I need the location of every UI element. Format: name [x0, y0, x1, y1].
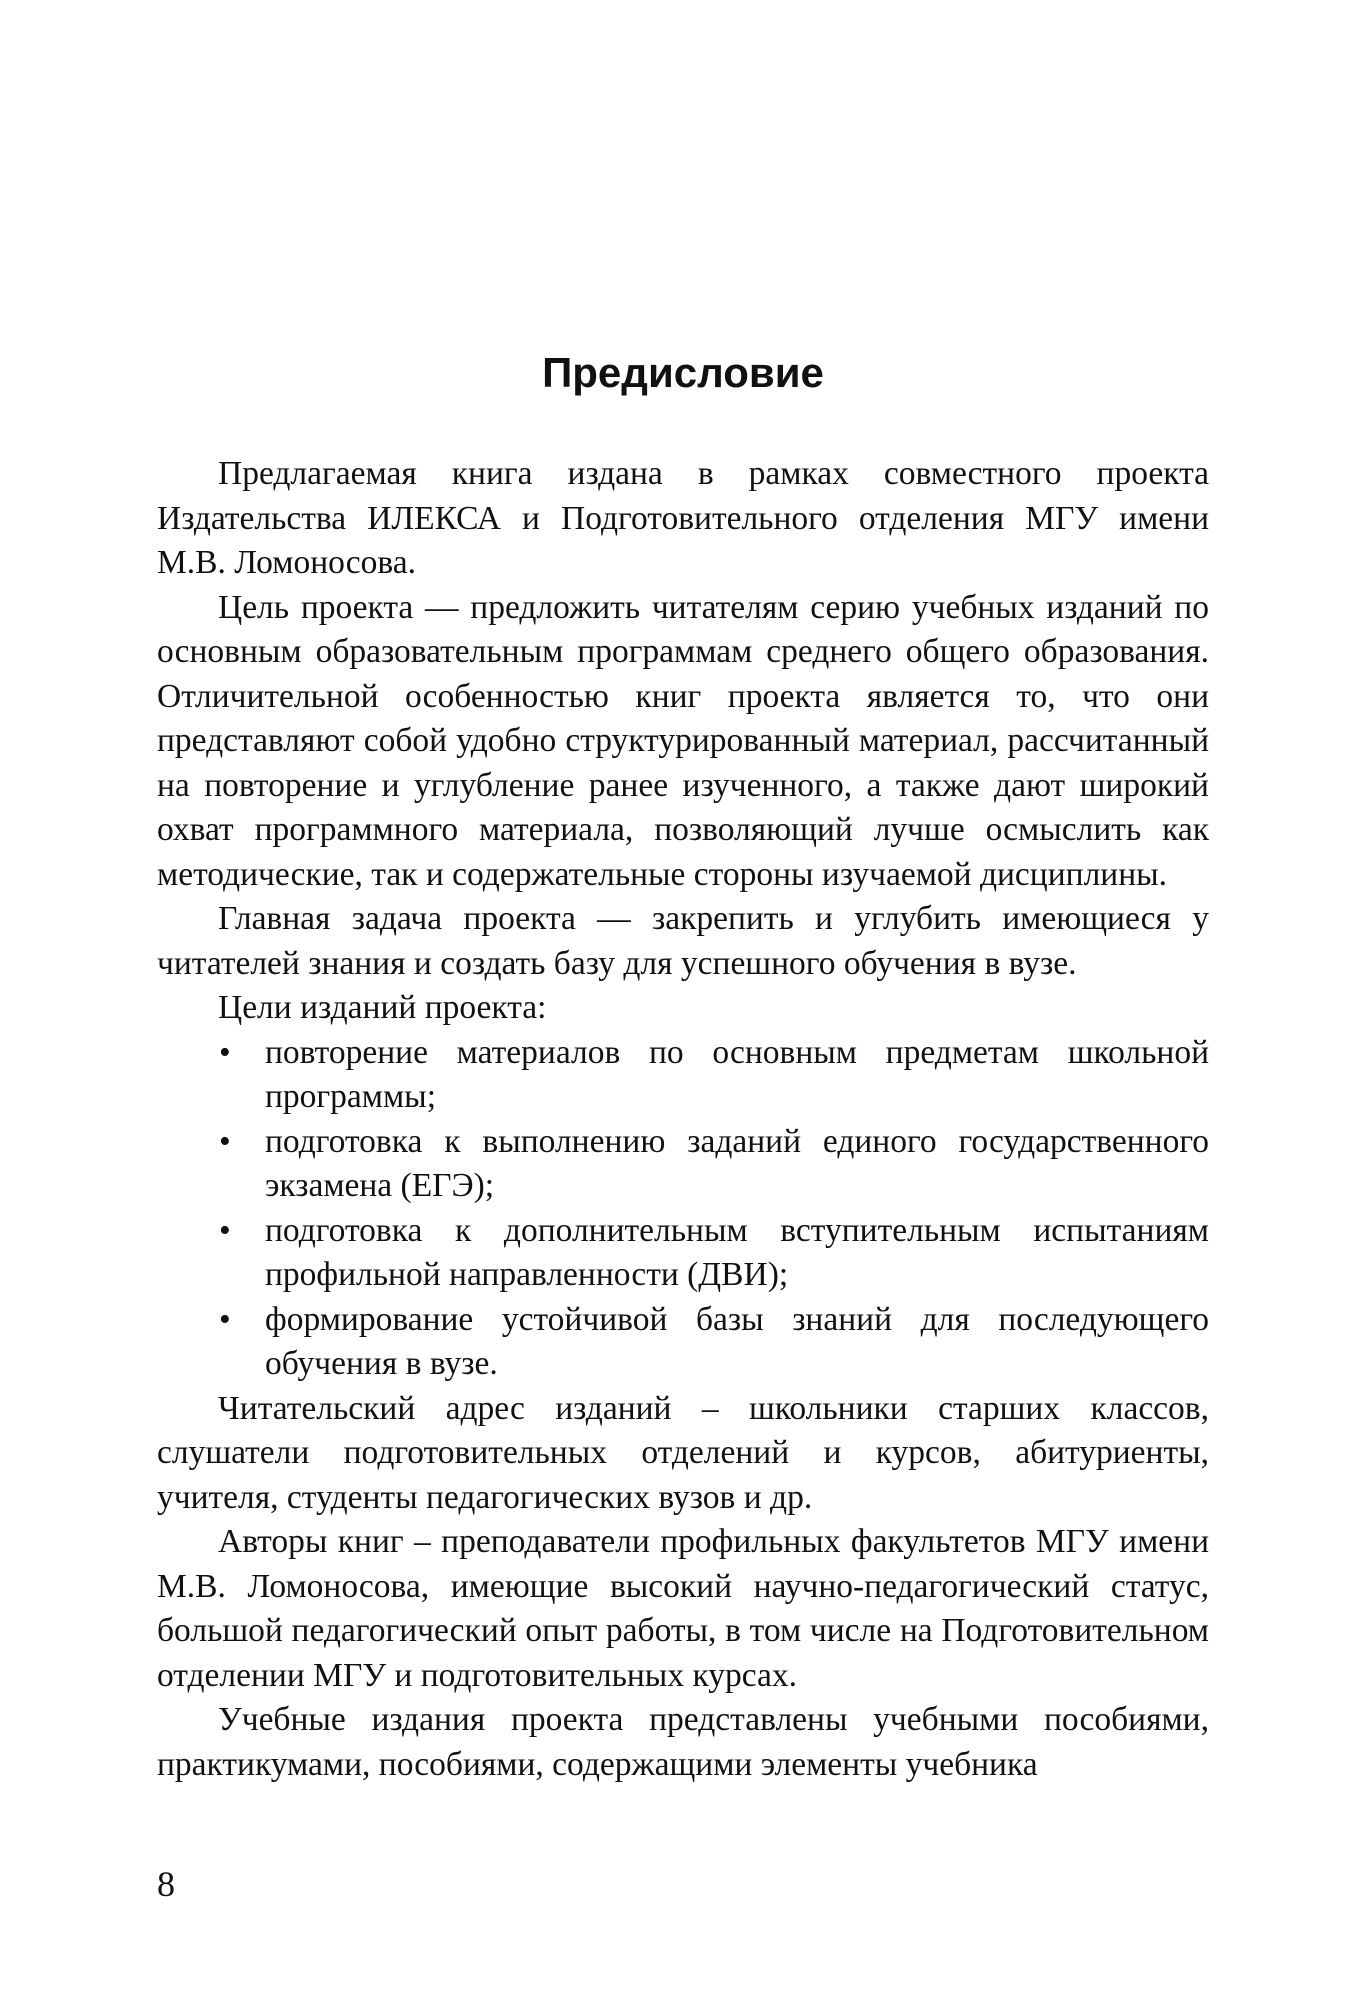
paragraph-intro: Предлагаемая книга издана в рамках совместного проекта Издательства ИЛЕКСА и Подготовительного отделения МГУ имени М.В. Ломоносова. [157, 455, 1209, 581]
list-item [157, 1209, 1209, 1298]
page-title: Предисловие [542, 349, 824, 396]
list-item-text: формирование устойчивой базы знаний для последующего обучения в вузе. [265, 1300, 1209, 1382]
list-item-text: повторение материалов по основным предметам школьной программы; [265, 1033, 1209, 1115]
page-number: 8 [157, 1864, 175, 1904]
list-item-text: подготовка к выполнению заданий единого государственного экзамена (ЕГЭ); [265, 1122, 1209, 1204]
paragraph-project-goal: Цель проекта — предложить читателям серию учебных изданий по основным образовательным программам среднего общего образования. Отличительной особенностью книг проекта является то, что они представляют собой удобно структурированный материал, рассчитанный на повторение и углубление ранее изученного, а также дают широкий охват программного материала, позволяющий лучше осмыслить как методические, так и содержательные стороны изучаемой дисциплины. [157, 588, 1209, 893]
paragraph-goals-heading: Цели изданий проекта: [218, 989, 547, 1026]
list-item-text: подготовка к дополнительным вступительным испытаниям профильной направленности (ДВИ); [265, 1211, 1209, 1293]
paragraph-audience: Читательский адрес изданий – школьники старших классов, слушатели подготовительных отделений и курсов, абитуриенты, учителя, студенты педагогических вузов и др. [157, 1389, 1209, 1516]
list-item [157, 1120, 1209, 1209]
goals-list [157, 1031, 1209, 1387]
paragraph-publications: Учебные издания проекта представлены учебными пособиями, практикумами, пособиями, содержащими элементы учебника [157, 1701, 1209, 1783]
bullet-icon: • [219, 1300, 231, 1338]
text-body [157, 452, 1209, 1787]
list-item [157, 1298, 1209, 1387]
list-item [157, 1031, 1209, 1120]
paragraph-main-task: Главная задача проекта — закрепить и углубить имеющиеся у читателей знания и создать базу для успешного обучения в вузе. [157, 900, 1209, 982]
bullet-icon: • [219, 1122, 231, 1160]
paragraph-authors: Авторы книг – преподаватели профильных факультетов МГУ имени М.В. Ломоносова, имеющие высокий научно-педагогический статус, большой педагогический опыт работы, в том числе на Подготовительном отделении МГУ и подготовительных курсах. [157, 1523, 1209, 1694]
bullet-icon: • [219, 1033, 231, 1071]
bullet-icon: • [219, 1211, 231, 1249]
